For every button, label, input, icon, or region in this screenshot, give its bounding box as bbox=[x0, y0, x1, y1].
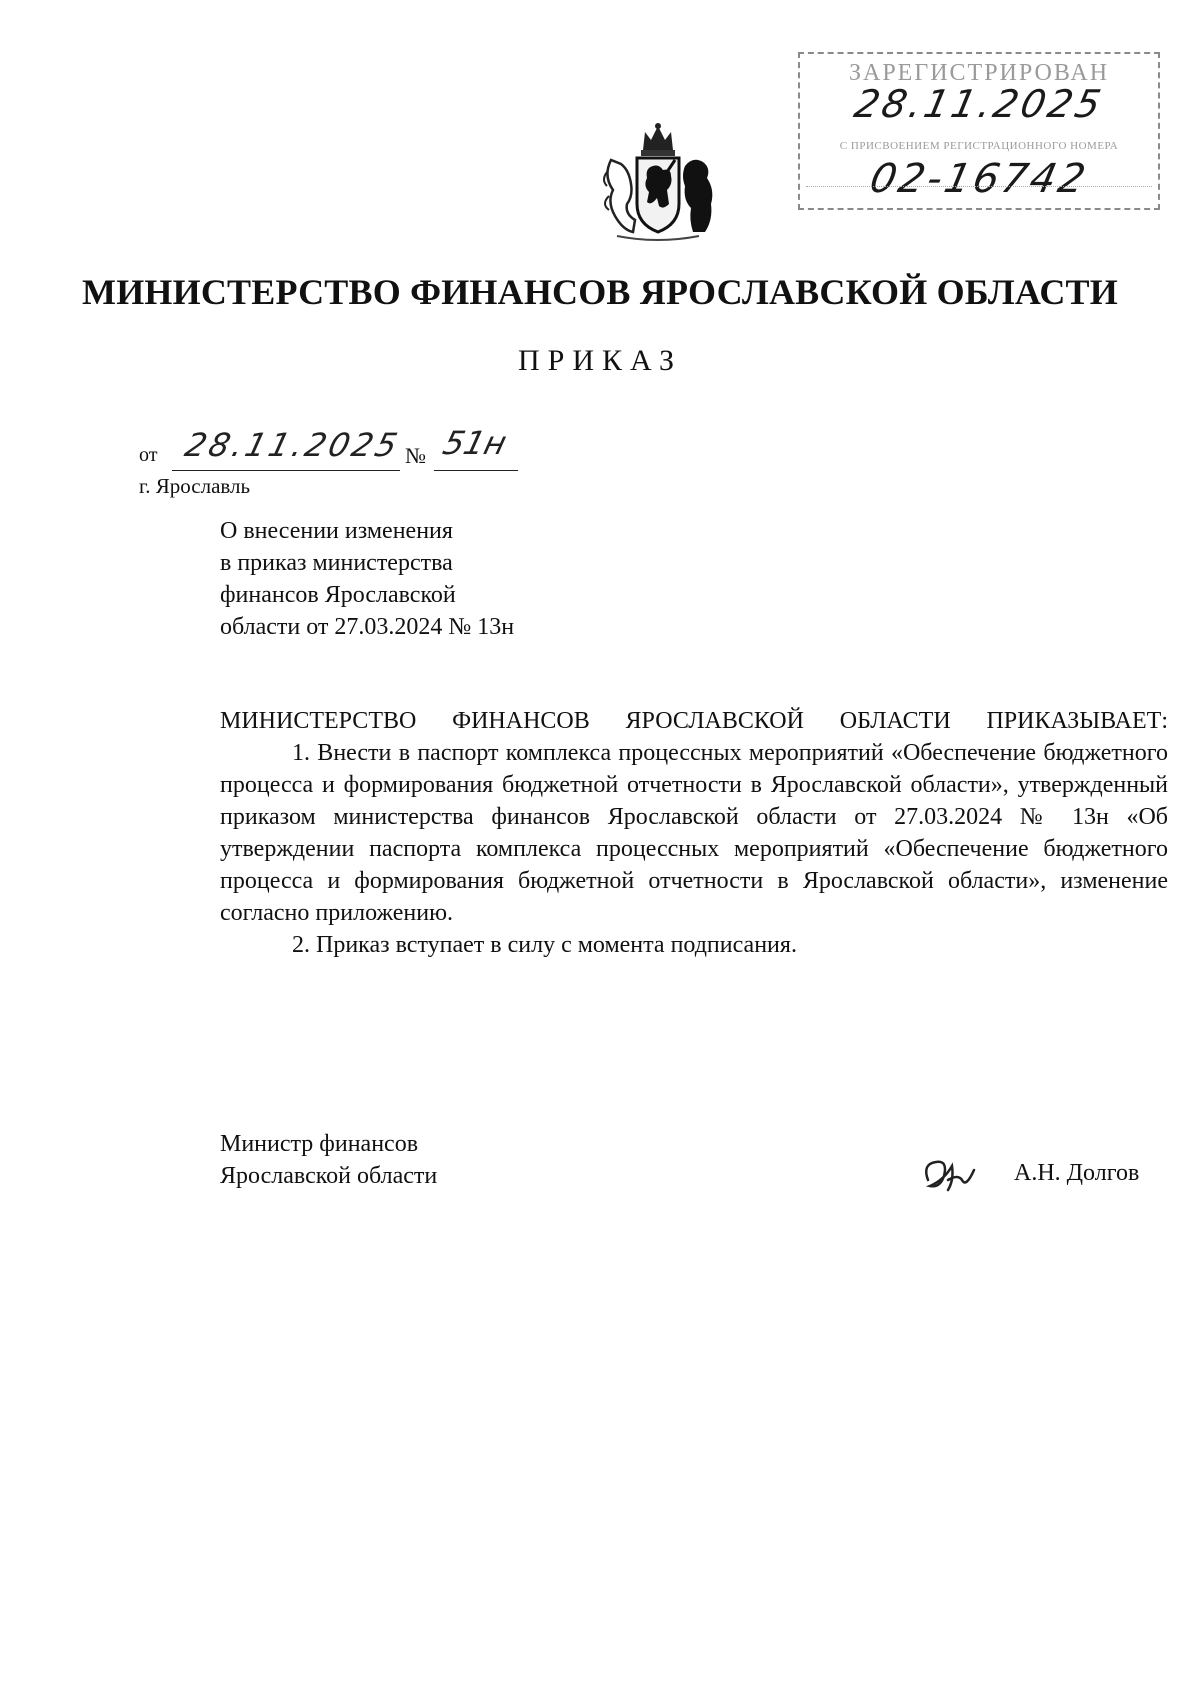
document-type: ПРИКАЗ bbox=[518, 344, 682, 377]
handwritten-signature-icon bbox=[918, 1150, 982, 1202]
ministry-title: МИНИСТЕРСТВО ФИНАНСОВ ЯРОСЛАВСКОЙ ОБЛАСТИ bbox=[82, 272, 1118, 312]
city: г. Ярославль bbox=[139, 474, 251, 498]
coat-of-arms-icon bbox=[593, 120, 723, 250]
subject-line: в приказ министерства bbox=[220, 550, 453, 576]
order-body bbox=[220, 705, 1168, 961]
stamp-divider bbox=[806, 186, 1152, 187]
number-underline bbox=[434, 470, 518, 471]
stamp-date: 28.11.2025 bbox=[850, 82, 1108, 126]
signer-title-line-1: Министр финансов bbox=[220, 1131, 419, 1157]
body-item-1: 1. Внести в паспорт комплекса процессных мероприятий «Обеспечение бюджетного процесса и формирования бюджетной отчетности в Ярославской области», утвержденный приказом министерства финансов Ярославской области от 27.03.2024 № 13н «Об утверждении паспорта комплекса процессных мероприятий «Обеспечение бюджетного процесса и формирования бюджетной отчетности в Ярославской области», изменение согласно приложению. bbox=[220, 740, 1168, 926]
body-item-2: 2. Приказ вступает в силу с момента подписания. bbox=[292, 932, 797, 958]
order-subject bbox=[220, 515, 640, 643]
number-prefix: № bbox=[405, 443, 426, 468]
subject-line: О внесении изменения bbox=[220, 518, 453, 544]
registration-stamp bbox=[798, 52, 1160, 210]
subject-line: области от 27.03.2024 № 13н bbox=[220, 614, 515, 640]
signer-name: А.Н. Долгов bbox=[1014, 1160, 1140, 1186]
order-number: 51н bbox=[439, 424, 511, 462]
stamp-header-text: ЗАРЕГИСТРИРОВАН bbox=[848, 60, 1110, 86]
stamp-caption: С ПРИСВОЕНИЕМ РЕГИСТРАЦИОННОГО НОМЕРА bbox=[839, 140, 1119, 152]
subject-line: финансов Ярославской bbox=[220, 582, 456, 608]
date-prefix: от bbox=[139, 444, 158, 466]
body-intro: МИНИСТЕРСТВО ФИНАНСОВ ЯРОСЛАВСКОЙ ОБЛАСТИ ПРИКАЗЫВАЕТ: bbox=[220, 708, 1168, 734]
date-underline bbox=[172, 470, 400, 471]
signer-title bbox=[220, 1128, 437, 1192]
stamp-number: 02-16742 bbox=[865, 156, 1093, 202]
order-date: 28.11.2025 bbox=[181, 426, 404, 464]
signer-title-line-2: Ярославской области bbox=[220, 1163, 438, 1189]
